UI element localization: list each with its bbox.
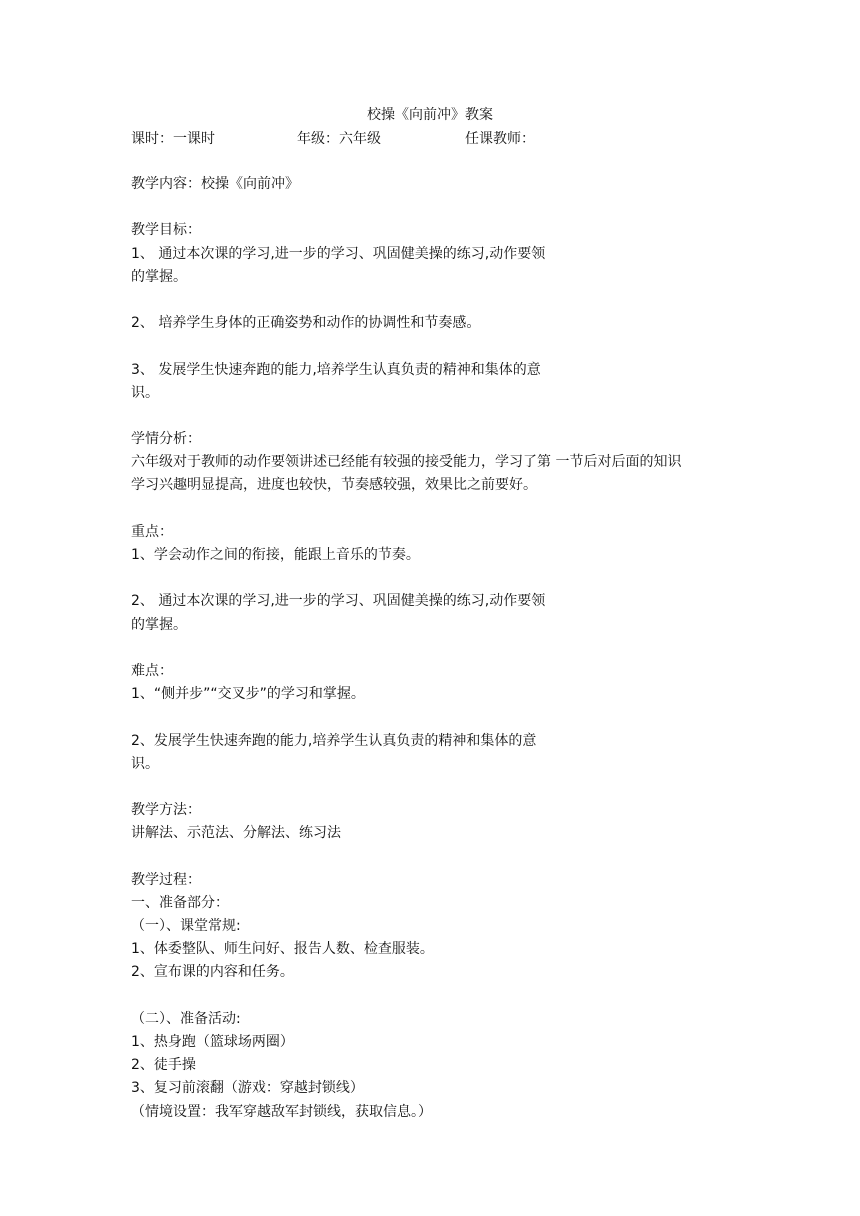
methods-heading: 教学方法： [131,802,201,819]
difficulty-1: 1、“侧并步”“交叉步”的学习和掌握。 [131,686,365,703]
analysis-heading: 学情分析： [131,431,201,448]
warmup-item-4: （情境设置：我军穿越敌军封锁线，获取信息。） [131,1103,432,1120]
goal-1-line-2: 的掌握。 [131,268,187,285]
goals-heading: 教学目标： [131,222,201,239]
document-body [131,173,731,1124]
warmup-heading: （二）、准备活动: [131,1010,241,1027]
lesson-period: 课时：一课时 [131,131,215,147]
process-heading: 教学过程： [131,871,201,888]
methods-text: 讲解法、示范法、分解法、练习法 [131,825,341,842]
goal-2: 2、 培养学生身体的正确姿势和动作的协调性和节奏感。 [131,315,481,332]
key-points-heading: 重点： [131,523,173,540]
analysis-line-2: 学习兴趣明显提高，进度也较快，节奏感较强，效果比之前要好。 [131,477,537,494]
document-title: 校操《向前冲》教案 [367,107,493,123]
lesson-grade: 年级：六年级 [297,131,381,147]
key-point-2-line-1: 2、 通过本次课的学习,进一步的学习、巩固健美操的练习,动作要领 [131,593,546,610]
key-point-1: 1、学会动作之间的衔接，能跟上音乐的节奏。 [131,547,420,563]
process-part-1: 一、准备部分： [131,894,229,911]
analysis-line-1: 六年级对于教师的动作要领讲述已经能有较强的接受能力，学习了第 一节后对后面的知识 [131,454,682,471]
warmup-item-3: 3、复习前滚翻（游戏：穿越封锁线） [131,1080,364,1097]
warmup-item-2: 2、徒手操 [131,1057,196,1074]
lesson-teacher: 任课教师： [465,131,535,147]
warmup-item-1: 1、热身跑（篮球场两圈） [131,1033,294,1050]
goal-3-line-1: 3、 发展学生快速奔跑的能力,培养学生认真负责的精神和集体的意 [131,361,541,378]
difficulties-heading: 难点： [131,662,173,679]
goal-1-line-1: 1、 通过本次课的学习,进一步的学习、巩固健美操的练习,动作要领 [131,245,546,262]
goal-3-line-2: 识。 [131,384,159,401]
content-heading: 教学内容：校操《向前冲》 [131,176,299,192]
difficulty-2-line-1: 2、发展学生快速奔跑的能力,培养学生认真负责的精神和集体的意 [131,732,537,749]
routine-heading: （一）、课堂常规: [131,918,241,934]
routine-item-1: 1、体委整队、师生问好、报告人数、检查服装。 [131,941,434,958]
key-point-2-line-2: 的掌握。 [131,616,187,633]
routine-item-2: 2、宣布课的内容和任务。 [131,964,294,981]
difficulty-2-line-2: 识。 [131,755,159,772]
